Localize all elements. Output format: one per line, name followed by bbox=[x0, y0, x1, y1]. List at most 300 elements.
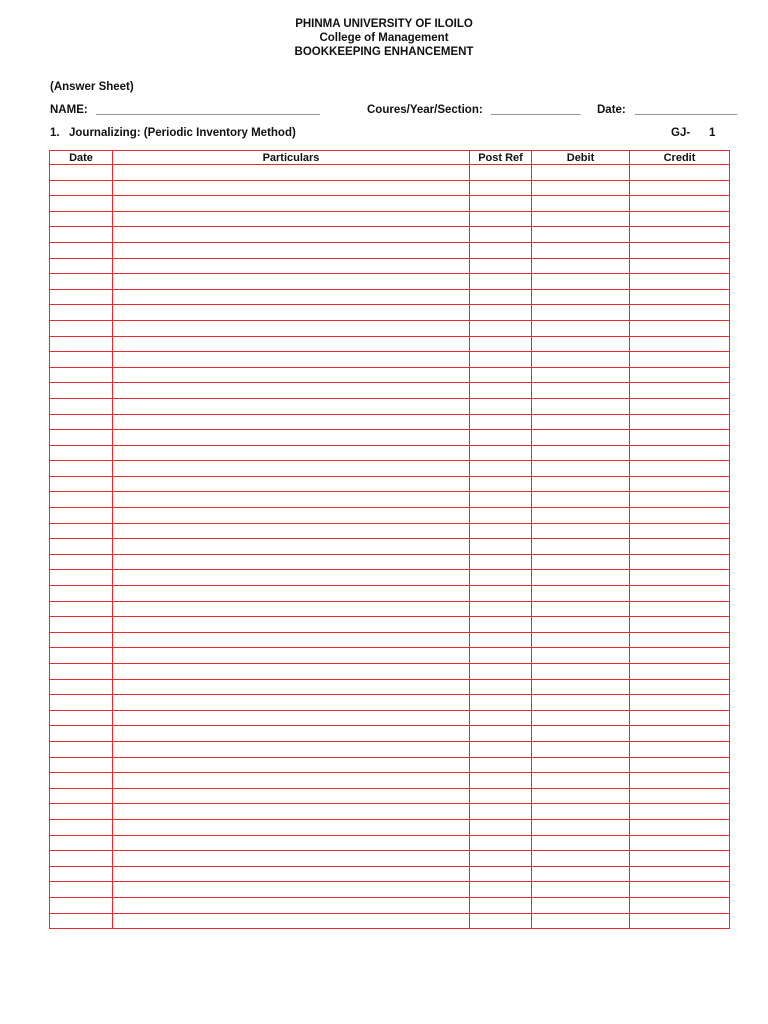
credit-cell[interactable] bbox=[630, 398, 730, 414]
debit-cell[interactable] bbox=[532, 554, 630, 570]
credit-cell[interactable] bbox=[630, 336, 730, 352]
date-cell[interactable] bbox=[50, 445, 113, 461]
date-cell[interactable] bbox=[50, 554, 113, 570]
post-ref-cell[interactable] bbox=[470, 679, 532, 695]
date-cell[interactable] bbox=[50, 398, 113, 414]
debit-cell[interactable] bbox=[532, 445, 630, 461]
post-ref-cell[interactable] bbox=[470, 274, 532, 290]
date-cell[interactable] bbox=[50, 383, 113, 399]
debit-cell[interactable] bbox=[532, 835, 630, 851]
debit-cell[interactable] bbox=[532, 601, 630, 617]
post-ref-cell[interactable] bbox=[470, 601, 532, 617]
journal-table bbox=[49, 150, 730, 929]
credit-cell[interactable] bbox=[630, 430, 730, 446]
particulars-cell[interactable] bbox=[113, 695, 470, 711]
post-ref-cell[interactable] bbox=[470, 554, 532, 570]
particulars-cell[interactable] bbox=[113, 523, 470, 539]
debit-cell[interactable] bbox=[532, 570, 630, 586]
credit-cell[interactable] bbox=[630, 445, 730, 461]
post-ref-cell[interactable] bbox=[470, 882, 532, 898]
course-year-section-field[interactable]: ______________ bbox=[491, 104, 581, 116]
table-row bbox=[50, 227, 730, 243]
debit-cell[interactable] bbox=[532, 367, 630, 383]
table-row bbox=[50, 492, 730, 508]
credit-cell[interactable] bbox=[630, 648, 730, 664]
credit-cell[interactable] bbox=[630, 601, 730, 617]
post-ref-cell[interactable] bbox=[470, 398, 532, 414]
table-row bbox=[50, 866, 730, 882]
table-row bbox=[50, 274, 730, 290]
debit-cell[interactable] bbox=[532, 851, 630, 867]
table-row bbox=[50, 305, 730, 321]
date-cell[interactable] bbox=[50, 165, 113, 181]
particulars-cell[interactable] bbox=[113, 289, 470, 305]
date-cell[interactable] bbox=[50, 211, 113, 227]
post-ref-cell[interactable] bbox=[470, 726, 532, 742]
date-cell[interactable] bbox=[50, 710, 113, 726]
debit-cell[interactable] bbox=[532, 913, 630, 929]
table-row bbox=[50, 788, 730, 804]
particulars-cell[interactable] bbox=[113, 476, 470, 492]
date-cell[interactable] bbox=[50, 851, 113, 867]
debit-cell[interactable] bbox=[532, 726, 630, 742]
table-row bbox=[50, 508, 730, 524]
post-ref-cell[interactable] bbox=[470, 180, 532, 196]
post-ref-cell[interactable] bbox=[470, 586, 532, 602]
debit-cell[interactable] bbox=[532, 211, 630, 227]
debit-cell[interactable] bbox=[532, 773, 630, 789]
credit-cell[interactable] bbox=[630, 726, 730, 742]
post-ref-cell[interactable] bbox=[470, 570, 532, 586]
table-row bbox=[50, 258, 730, 274]
date-cell[interactable] bbox=[50, 523, 113, 539]
particulars-cell[interactable] bbox=[113, 773, 470, 789]
date-cell[interactable] bbox=[50, 352, 113, 368]
post-ref-cell[interactable] bbox=[470, 492, 532, 508]
table-row bbox=[50, 819, 730, 835]
table-row bbox=[50, 367, 730, 383]
debit-cell[interactable] bbox=[532, 476, 630, 492]
column-header-particulars: Particulars bbox=[113, 151, 470, 165]
table-row bbox=[50, 648, 730, 664]
debit-cell[interactable] bbox=[532, 539, 630, 555]
post-ref-cell[interactable] bbox=[470, 508, 532, 524]
date-cell[interactable] bbox=[50, 539, 113, 555]
post-ref-cell[interactable] bbox=[470, 476, 532, 492]
date-cell[interactable] bbox=[50, 757, 113, 773]
debit-cell[interactable] bbox=[532, 819, 630, 835]
post-ref-cell[interactable] bbox=[470, 617, 532, 633]
debit-cell[interactable] bbox=[532, 741, 630, 757]
date-cell[interactable] bbox=[50, 430, 113, 446]
credit-cell[interactable] bbox=[630, 835, 730, 851]
table-row bbox=[50, 445, 730, 461]
date-cell[interactable] bbox=[50, 835, 113, 851]
date-cell[interactable] bbox=[50, 461, 113, 477]
credit-cell[interactable] bbox=[630, 305, 730, 321]
credit-cell[interactable] bbox=[630, 897, 730, 913]
credit-cell[interactable] bbox=[630, 367, 730, 383]
debit-cell[interactable] bbox=[532, 336, 630, 352]
credit-cell[interactable] bbox=[630, 586, 730, 602]
particulars-cell[interactable] bbox=[113, 211, 470, 227]
post-ref-cell[interactable] bbox=[470, 414, 532, 430]
date-cell[interactable] bbox=[50, 632, 113, 648]
post-ref-cell[interactable] bbox=[470, 664, 532, 680]
post-ref-cell[interactable] bbox=[470, 695, 532, 711]
table-row bbox=[50, 757, 730, 773]
credit-cell[interactable] bbox=[630, 492, 730, 508]
post-ref-cell[interactable] bbox=[470, 757, 532, 773]
debit-cell[interactable] bbox=[532, 866, 630, 882]
credit-cell[interactable] bbox=[630, 632, 730, 648]
debit-cell[interactable] bbox=[532, 258, 630, 274]
credit-cell[interactable] bbox=[630, 773, 730, 789]
particulars-cell[interactable] bbox=[113, 804, 470, 820]
date-cell[interactable] bbox=[50, 913, 113, 929]
journal-header-row bbox=[50, 151, 730, 165]
date-cell[interactable] bbox=[50, 180, 113, 196]
particulars-cell[interactable] bbox=[113, 227, 470, 243]
particulars-cell[interactable] bbox=[113, 383, 470, 399]
table-row bbox=[50, 804, 730, 820]
journal-page-label: GJ- bbox=[671, 127, 691, 139]
debit-cell[interactable] bbox=[532, 648, 630, 664]
table-row bbox=[50, 741, 730, 757]
name-field[interactable]: ___________________________________ bbox=[96, 104, 320, 116]
post-ref-cell[interactable] bbox=[470, 523, 532, 539]
date-cell[interactable] bbox=[50, 695, 113, 711]
section-number: 1. bbox=[50, 127, 60, 139]
column-header-credit: Credit bbox=[630, 151, 730, 165]
post-ref-cell[interactable] bbox=[470, 336, 532, 352]
date-cell[interactable] bbox=[50, 227, 113, 243]
journal-body bbox=[50, 165, 730, 929]
particulars-cell[interactable] bbox=[113, 741, 470, 757]
date-cell[interactable] bbox=[50, 320, 113, 336]
university-name: PHINMA UNIVERSITY OF ILOILO bbox=[295, 18, 473, 30]
date-cell[interactable] bbox=[50, 897, 113, 913]
debit-cell[interactable] bbox=[532, 165, 630, 181]
debit-cell[interactable] bbox=[532, 508, 630, 524]
date-cell[interactable] bbox=[50, 367, 113, 383]
particulars-cell[interactable] bbox=[113, 242, 470, 258]
table-row bbox=[50, 554, 730, 570]
debit-cell[interactable] bbox=[532, 679, 630, 695]
debit-cell[interactable] bbox=[532, 352, 630, 368]
debit-cell[interactable] bbox=[532, 274, 630, 290]
credit-cell[interactable] bbox=[630, 866, 730, 882]
table-row bbox=[50, 632, 730, 648]
post-ref-cell[interactable] bbox=[470, 461, 532, 477]
credit-cell[interactable] bbox=[630, 320, 730, 336]
particulars-cell[interactable] bbox=[113, 757, 470, 773]
date-cell[interactable] bbox=[50, 414, 113, 430]
particulars-cell[interactable] bbox=[113, 648, 470, 664]
credit-cell[interactable] bbox=[630, 414, 730, 430]
credit-cell[interactable] bbox=[630, 383, 730, 399]
post-ref-cell[interactable] bbox=[470, 430, 532, 446]
particulars-cell[interactable] bbox=[113, 492, 470, 508]
credit-cell[interactable] bbox=[630, 289, 730, 305]
date-cell[interactable] bbox=[50, 741, 113, 757]
date-cell[interactable] bbox=[50, 242, 113, 258]
credit-cell[interactable] bbox=[630, 882, 730, 898]
date-cell[interactable] bbox=[50, 726, 113, 742]
particulars-cell[interactable] bbox=[113, 726, 470, 742]
table-row bbox=[50, 586, 730, 602]
debit-cell[interactable] bbox=[532, 430, 630, 446]
table-row bbox=[50, 242, 730, 258]
credit-cell[interactable] bbox=[630, 227, 730, 243]
particulars-cell[interactable] bbox=[113, 445, 470, 461]
particulars-cell[interactable] bbox=[113, 835, 470, 851]
credit-cell[interactable] bbox=[630, 508, 730, 524]
date-cell[interactable] bbox=[50, 617, 113, 633]
particulars-cell[interactable] bbox=[113, 320, 470, 336]
particulars-cell[interactable] bbox=[113, 414, 470, 430]
date-cell[interactable] bbox=[50, 601, 113, 617]
credit-cell[interactable] bbox=[630, 570, 730, 586]
date-cell[interactable] bbox=[50, 788, 113, 804]
debit-cell[interactable] bbox=[532, 617, 630, 633]
debit-cell[interactable] bbox=[532, 492, 630, 508]
date-cell[interactable] bbox=[50, 289, 113, 305]
debit-cell[interactable] bbox=[532, 664, 630, 680]
journal-page-number: 1 bbox=[709, 127, 716, 139]
particulars-cell[interactable] bbox=[113, 679, 470, 695]
date-cell[interactable] bbox=[50, 492, 113, 508]
particulars-cell[interactable] bbox=[113, 819, 470, 835]
particulars-cell[interactable] bbox=[113, 632, 470, 648]
post-ref-cell[interactable] bbox=[470, 242, 532, 258]
post-ref-cell[interactable] bbox=[470, 227, 532, 243]
post-ref-cell[interactable] bbox=[470, 741, 532, 757]
debit-cell[interactable] bbox=[532, 180, 630, 196]
debit-cell[interactable] bbox=[532, 586, 630, 602]
credit-cell[interactable] bbox=[630, 165, 730, 181]
post-ref-cell[interactable] bbox=[470, 165, 532, 181]
table-row bbox=[50, 289, 730, 305]
credit-cell[interactable] bbox=[630, 617, 730, 633]
debit-cell[interactable] bbox=[532, 632, 630, 648]
debit-cell[interactable] bbox=[532, 523, 630, 539]
credit-cell[interactable] bbox=[630, 664, 730, 680]
particulars-cell[interactable] bbox=[113, 539, 470, 555]
table-row bbox=[50, 617, 730, 633]
debit-cell[interactable] bbox=[532, 320, 630, 336]
post-ref-cell[interactable] bbox=[470, 383, 532, 399]
credit-cell[interactable] bbox=[630, 679, 730, 695]
particulars-cell[interactable] bbox=[113, 601, 470, 617]
date-cell[interactable] bbox=[50, 664, 113, 680]
particulars-cell[interactable] bbox=[113, 461, 470, 477]
date-cell[interactable] bbox=[50, 819, 113, 835]
particulars-cell[interactable] bbox=[113, 258, 470, 274]
post-ref-cell[interactable] bbox=[470, 710, 532, 726]
post-ref-cell[interactable] bbox=[470, 773, 532, 789]
date-cell[interactable] bbox=[50, 773, 113, 789]
credit-cell[interactable] bbox=[630, 788, 730, 804]
credit-cell[interactable] bbox=[630, 523, 730, 539]
particulars-cell[interactable] bbox=[113, 196, 470, 212]
section-heading bbox=[50, 127, 730, 143]
table-row bbox=[50, 383, 730, 399]
post-ref-cell[interactable] bbox=[470, 367, 532, 383]
post-ref-cell[interactable] bbox=[470, 320, 532, 336]
particulars-cell[interactable] bbox=[113, 352, 470, 368]
date-cell[interactable] bbox=[50, 336, 113, 352]
table-row bbox=[50, 835, 730, 851]
debit-cell[interactable] bbox=[532, 804, 630, 820]
debit-cell[interactable] bbox=[532, 398, 630, 414]
debit-cell[interactable] bbox=[532, 461, 630, 477]
table-row bbox=[50, 851, 730, 867]
post-ref-cell[interactable] bbox=[470, 804, 532, 820]
particulars-cell[interactable] bbox=[113, 274, 470, 290]
particulars-cell[interactable] bbox=[113, 508, 470, 524]
credit-cell[interactable] bbox=[630, 695, 730, 711]
table-row bbox=[50, 414, 730, 430]
date-cell[interactable] bbox=[50, 648, 113, 664]
particulars-cell[interactable] bbox=[113, 664, 470, 680]
credit-cell[interactable] bbox=[630, 757, 730, 773]
particulars-cell[interactable] bbox=[113, 897, 470, 913]
credit-cell[interactable] bbox=[630, 274, 730, 290]
particulars-cell[interactable] bbox=[113, 336, 470, 352]
credit-cell[interactable] bbox=[630, 539, 730, 555]
particulars-cell[interactable] bbox=[113, 305, 470, 321]
student-info-row bbox=[50, 104, 740, 120]
column-header-post-ref: Post Ref bbox=[470, 151, 532, 165]
date-cell[interactable] bbox=[50, 570, 113, 586]
date-cell[interactable] bbox=[50, 508, 113, 524]
particulars-cell[interactable] bbox=[113, 866, 470, 882]
debit-cell[interactable] bbox=[532, 305, 630, 321]
particulars-cell[interactable] bbox=[113, 913, 470, 929]
post-ref-cell[interactable] bbox=[470, 258, 532, 274]
table-row bbox=[50, 913, 730, 929]
table-row bbox=[50, 710, 730, 726]
particulars-cell[interactable] bbox=[113, 570, 470, 586]
post-ref-cell[interactable] bbox=[470, 835, 532, 851]
particulars-cell[interactable] bbox=[113, 882, 470, 898]
date-cell[interactable] bbox=[50, 804, 113, 820]
debit-cell[interactable] bbox=[532, 757, 630, 773]
post-ref-cell[interactable] bbox=[470, 539, 532, 555]
table-row bbox=[50, 523, 730, 539]
particulars-cell[interactable] bbox=[113, 180, 470, 196]
date-cell[interactable] bbox=[50, 274, 113, 290]
particulars-cell[interactable] bbox=[113, 398, 470, 414]
date-cell[interactable] bbox=[50, 866, 113, 882]
post-ref-cell[interactable] bbox=[470, 913, 532, 929]
table-row bbox=[50, 336, 730, 352]
credit-cell[interactable] bbox=[630, 352, 730, 368]
credit-cell[interactable] bbox=[630, 851, 730, 867]
particulars-cell[interactable] bbox=[113, 430, 470, 446]
debit-cell[interactable] bbox=[532, 710, 630, 726]
post-ref-cell[interactable] bbox=[470, 632, 532, 648]
post-ref-cell[interactable] bbox=[470, 305, 532, 321]
post-ref-cell[interactable] bbox=[470, 788, 532, 804]
table-row bbox=[50, 165, 730, 181]
date-cell[interactable] bbox=[50, 305, 113, 321]
post-ref-cell[interactable] bbox=[470, 211, 532, 227]
course-year-section-label: Coures/Year/Section: bbox=[367, 104, 483, 116]
particulars-cell[interactable] bbox=[113, 617, 470, 633]
date-cell[interactable] bbox=[50, 258, 113, 274]
name-label: NAME: bbox=[50, 104, 88, 116]
credit-cell[interactable] bbox=[630, 461, 730, 477]
table-row bbox=[50, 570, 730, 586]
post-ref-cell[interactable] bbox=[470, 445, 532, 461]
date-cell[interactable] bbox=[50, 679, 113, 695]
credit-cell[interactable] bbox=[630, 804, 730, 820]
debit-cell[interactable] bbox=[532, 383, 630, 399]
post-ref-cell[interactable] bbox=[470, 851, 532, 867]
particulars-cell[interactable] bbox=[113, 788, 470, 804]
post-ref-cell[interactable] bbox=[470, 196, 532, 212]
credit-cell[interactable] bbox=[630, 476, 730, 492]
debit-cell[interactable] bbox=[532, 289, 630, 305]
credit-cell[interactable] bbox=[630, 741, 730, 757]
table-row bbox=[50, 461, 730, 477]
credit-cell[interactable] bbox=[630, 554, 730, 570]
debit-cell[interactable] bbox=[532, 227, 630, 243]
table-row bbox=[50, 398, 730, 414]
particulars-cell[interactable] bbox=[113, 554, 470, 570]
debit-cell[interactable] bbox=[532, 788, 630, 804]
credit-cell[interactable] bbox=[630, 196, 730, 212]
date-cell[interactable] bbox=[50, 476, 113, 492]
debit-cell[interactable] bbox=[532, 414, 630, 430]
particulars-cell[interactable] bbox=[113, 710, 470, 726]
particulars-cell[interactable] bbox=[113, 851, 470, 867]
particulars-cell[interactable] bbox=[113, 165, 470, 181]
post-ref-cell[interactable] bbox=[470, 897, 532, 913]
credit-cell[interactable] bbox=[630, 180, 730, 196]
credit-cell[interactable] bbox=[630, 258, 730, 274]
particulars-cell[interactable] bbox=[113, 586, 470, 602]
table-row bbox=[50, 211, 730, 227]
post-ref-cell[interactable] bbox=[470, 289, 532, 305]
particulars-cell[interactable] bbox=[113, 367, 470, 383]
post-ref-cell[interactable] bbox=[470, 819, 532, 835]
credit-cell[interactable] bbox=[630, 819, 730, 835]
date-field[interactable]: ________________ bbox=[635, 104, 738, 116]
debit-cell[interactable] bbox=[532, 897, 630, 913]
post-ref-cell[interactable] bbox=[470, 866, 532, 882]
debit-cell[interactable] bbox=[532, 882, 630, 898]
table-row bbox=[50, 539, 730, 555]
date-cell[interactable] bbox=[50, 882, 113, 898]
date-cell[interactable] bbox=[50, 196, 113, 212]
date-cell[interactable] bbox=[50, 586, 113, 602]
date-label: Date: bbox=[597, 104, 626, 116]
post-ref-cell[interactable] bbox=[470, 352, 532, 368]
credit-cell[interactable] bbox=[630, 211, 730, 227]
debit-cell[interactable] bbox=[532, 242, 630, 258]
credit-cell[interactable] bbox=[630, 913, 730, 929]
debit-cell[interactable] bbox=[532, 695, 630, 711]
credit-cell[interactable] bbox=[630, 242, 730, 258]
table-row bbox=[50, 679, 730, 695]
post-ref-cell[interactable] bbox=[470, 648, 532, 664]
debit-cell[interactable] bbox=[532, 196, 630, 212]
credit-cell[interactable] bbox=[630, 710, 730, 726]
table-row bbox=[50, 664, 730, 680]
